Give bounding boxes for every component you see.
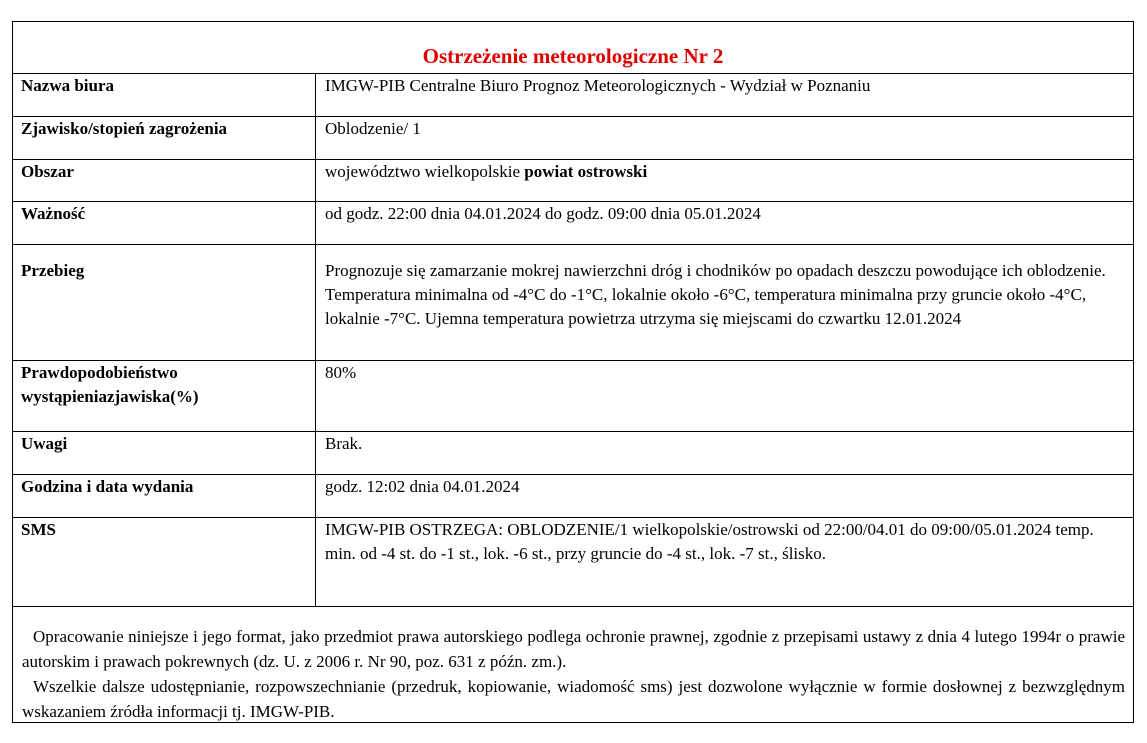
row-value: Prognozuje się zamarzanie mokrej nawierzchni dróg i chodników po opadach deszczu powodujące ich oblodzenie. Temperatura minimalna od -4°C do -1°C, lokalnie około -6°C, temperatura minimalna przy gruncie około -4°C, lokalnie -7°C. Ujemna temperatura powietrza utrzyma się miejscami do czwartku 12.01.2024 [316,245,1134,361]
row-value: IMGW-PIB OSTRZEGA: OBLODZENIE/1 wielkopolskie/ostrowski od 22:00/04.01 do 09:00/05.01.2024 temp. min. od -4 st. do -1 st., lok. -6 st., przy gruncie do -4 st., lok. -7 st., ślisko. [316,518,1134,607]
warning-document [12,21,1134,723]
row-value: Brak. [316,432,1134,475]
row-label: Uwagi [13,432,316,475]
table-row-area [13,160,1133,202]
row-label: SMS [13,518,316,607]
warning-details-table [13,73,1133,607]
table-row-issued [13,475,1133,518]
row-value [316,160,1134,202]
row-value: godz. 12:02 dnia 04.01.2024 [316,475,1134,518]
table-row-notes [13,432,1133,475]
area-county: powiat ostrowski [524,162,648,181]
distribution-paragraph: Wszelkie dalsze udostępnianie, rozpowszechnianie (przedruk, kopiowanie, wiadomość sms) jest dozwolone wyłącznie w formie dosłownej z bezwzględnym wskazaniem źródła informacji tj. IMGW-PIB. [22,677,1125,721]
row-label: Zjawisko/stopień zagrożenia [13,117,316,160]
row-label: Prawdopodobieństwo wystąpieniazjawiska(%) [13,361,316,432]
table-row-phenomenon [13,117,1133,160]
row-value: Oblodzenie/ 1 [316,117,1134,160]
table-row-office [13,74,1133,117]
document-title: Ostrzeżenie meteorologiczne Nr 2 [422,44,724,68]
row-value: 80% [316,361,1134,432]
table-row-course [13,245,1133,361]
row-value: od godz. 22:00 dnia 04.01.2024 do godz. 09:00 dnia 05.01.2024 [316,202,1134,245]
table-row-validity [13,202,1133,245]
row-value: IMGW-PIB Centralne Biuro Prognoz Meteorologicznych - Wydział w Poznaniu [316,74,1134,117]
copyright-notice [13,606,1133,724]
row-label: Godzina i data wydania [13,475,316,518]
row-label: Obszar [13,160,316,202]
table-row-probability [13,361,1133,432]
table-row-sms [13,518,1133,607]
area-region: województwo wielkopolskie [325,162,520,181]
row-label: Nazwa biura [13,74,316,117]
copyright-paragraph: Opracowanie niniejsze i jego format, jako przedmiot prawa autorskiego podlega ochronie prawnej, zgodnie z przepisami ustawy z dnia 4 lutego 1994r o prawie autorskim i prawach pokrewnych (dz. U. z 2006 r. Nr 90, poz. 631 z późn. zm.). [22,627,1125,671]
row-label: Ważność [13,202,316,245]
row-label: Przebieg [13,245,316,361]
